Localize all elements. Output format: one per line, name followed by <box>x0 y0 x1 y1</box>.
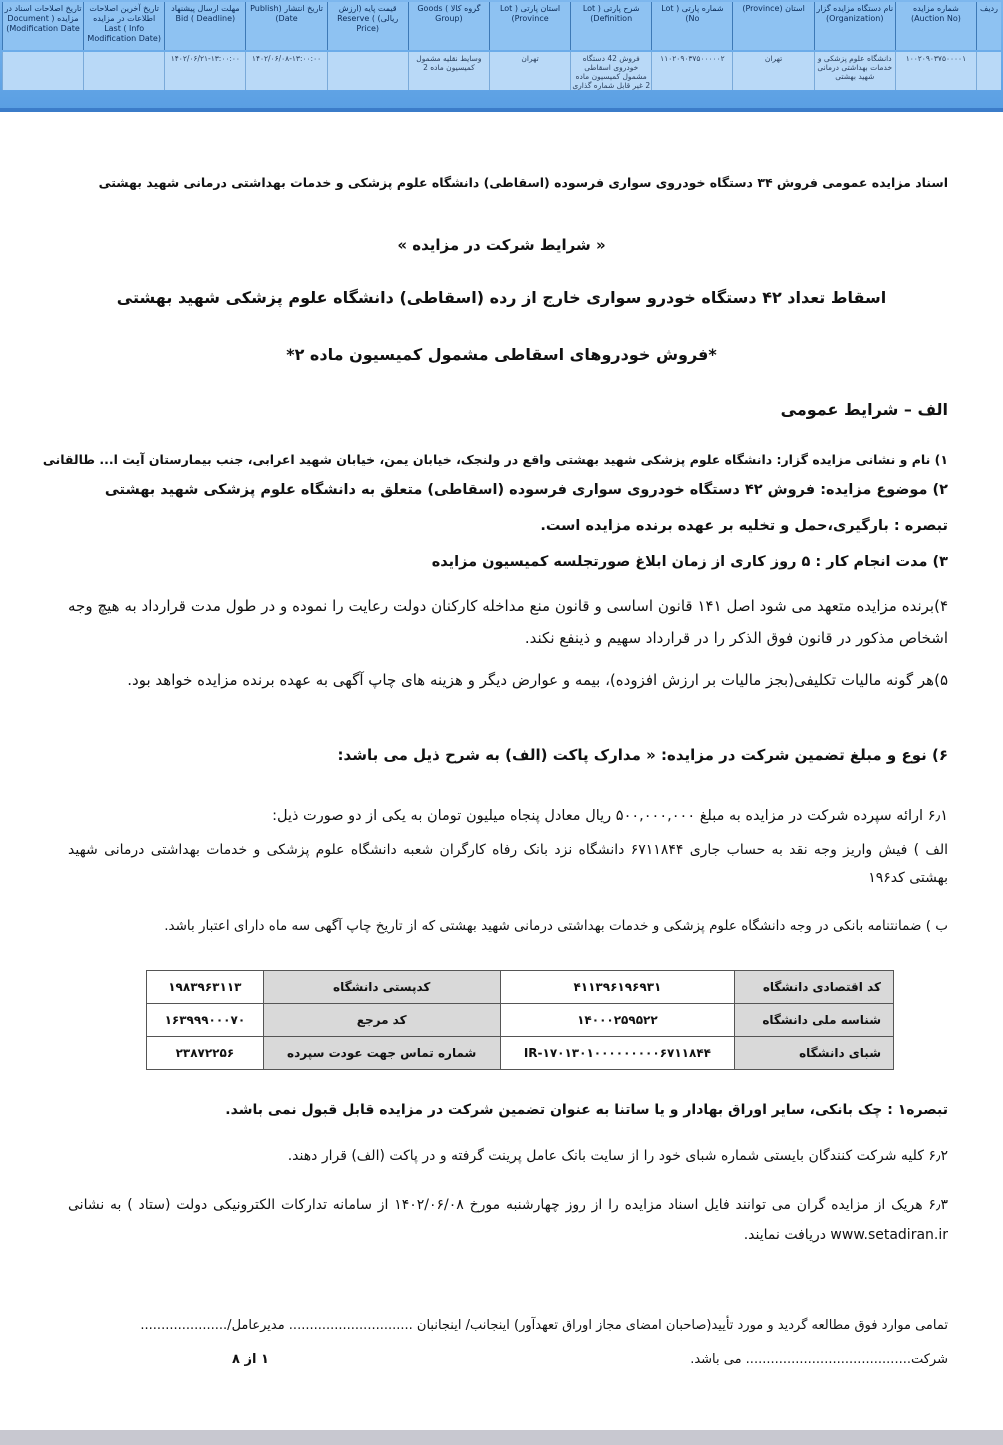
strip-header-cell: تاریخ آخرین اصلاحات اطلاعات در مزایده Last ( Info Modification Date) <box>83 2 164 50</box>
strip-header-cell: مهلت ارسال پیشنهاد Bid ( Deadline) <box>164 2 245 50</box>
table-label: شماره تماس جهت عودت سپرده <box>263 1037 500 1070</box>
bottom-bar <box>0 1430 1003 1445</box>
strip-cell <box>2 52 83 90</box>
table-row <box>147 1037 894 1070</box>
clause-6-1: ۶٫۱ ارائه سپرده شرکت در مزایده به مبلغ ۵۰۰,۰۰۰,۰۰۰ ریال معادل پنجاه میلیون تومان به یکی از دو صورت ذیل: <box>272 808 948 824</box>
table-value: ۱۶۳۹۹۹۰۰۰۷۰ <box>147 1004 264 1037</box>
table-label: کد اقتصادی دانشگاه <box>735 971 894 1004</box>
strip-cell <box>83 52 164 90</box>
clause-6-2: ۶٫۲ کلیه شرکت کنندگان بایستی شماره شبای خود را از سایت بانک عامل پرینت گرفته و در پاکت (الف) قرار دهند. <box>287 1148 948 1164</box>
clause-4: ۴)برنده مزایده متعهد می شود اصل ۱۴۱ قانون اساسی و قانون منع مداخله کارکنان دولت رعایت را نموده و در طول مدت قرارداد به هیچ وجه اشخاص مذکور در قانون فوق الذکر را در قرارداد سهیم و ذینفع نکند. <box>68 597 948 647</box>
university-info-table <box>146 970 894 1070</box>
strip-cell: دانشگاه علوم پزشکی و خدمات بهداشتی درمانی شهید بهشتی <box>814 52 895 90</box>
note-1: تبصره۱ : چک بانکی، سایر اوراق بهادار و یا ساتنا به عنوان تضمین شرکت در مزایده قابل قبول نمی باشد. <box>225 1102 948 1118</box>
strip-cell: ۱۴۰۲/۰۶/۲۱-۱۳:۰۰:۰۰ <box>164 52 245 90</box>
strip-header-cell: تاریخ انتشار (Publish Date) <box>245 2 326 50</box>
table-value: IR-۱۷۰۱۳۰۱۰۰۰۰۰۰۰۰۰۶۷۱۱۸۴۴ <box>500 1037 735 1070</box>
table-label: کدپستی دانشگاه <box>263 971 500 1004</box>
strip-cell: تهران <box>732 52 813 90</box>
clause-6-1-a: الف ) فیش واریز وجه نقد به حساب جاری ۶۷۱۱۸۴۴ دانشگاه نزد بانک رفاه کارگران شعبه دانشگاه علوم پزشکی و خدمات بهداشتی درمانی شهید بهشتی کد۱۹۶ <box>68 842 949 886</box>
table-value: ۱۴۰۰۰۲۵۹۵۲۲ <box>500 1004 735 1037</box>
page-number: ۱ از ۸ <box>232 1352 269 1367</box>
strip-header-cell: قیمت پایه (ارزش ریالی) Reserve ( Price) <box>327 2 408 50</box>
table-row <box>147 1004 894 1037</box>
table-label: کد مرجع <box>263 1004 500 1037</box>
clause-3: ۳) مدت انجام کار : ۵ روز کاری از زمان ابلاغ صورتجلسه کمیسیون مزایده <box>431 554 948 570</box>
strip-header-cell: ردیف <box>976 2 1001 50</box>
table-label: شبای دانشگاه <box>735 1037 894 1070</box>
auction-info-strip <box>0 0 1003 112</box>
footer-company-line: شرکت........................................ می باشد. <box>690 1352 948 1367</box>
strip-cell: فروش 42 دستگاه خودروی اسقاطی مشمول کمیسیون ماده 2 غیر قابل شماره گذاری <box>570 52 651 90</box>
strip-header-row <box>2 2 1001 50</box>
heading-conditions: « شرایط شرکت در مزایده » <box>397 236 606 254</box>
strip-header-cell: استان پارتی ( Lot Province) <box>489 2 570 50</box>
strip-header-cell: شماره پارتی ( Lot No) <box>651 2 732 50</box>
strip-cell: ۱۴۰۲/۰۶/۰۸-۱۳:۰۰:۰۰ <box>245 52 326 90</box>
heading-subject: اسقاط تعداد ۴۲ دستگاه خودرو سواری خارج از رده (اسقاطی) دانشگاه علوم پزشکی شهید بهشتی <box>116 288 887 307</box>
strip-header-cell: تاریخ اصلاحات اسناد در مزایده ( Document Modification Date) <box>2 2 83 50</box>
table-value: ۴۱۱۳۹۶۱۹۶۹۳۱ <box>500 971 735 1004</box>
strip-cell: ۱۱۰۲۰۹۰۳۷۵۰۰۰۰۰۲ <box>651 52 732 90</box>
footer-signature-line: تمامی موارد فوق مطالعه گردید و مورد تأیید(صاحبان امضای مجاز اوراق تعهدآور) اینجانب/ اینجانبان .............................. مدیرعامل/..................... <box>140 1318 948 1333</box>
clause-6-1-b: ب ) ضمانتنامه بانکی در وجه دانشگاه علوم پزشکی و خدمات بهداشتی درمانی شهید بهشتی که از تاریخ چاپ آگهی سه ماه دارای اعتبار باشد. <box>164 918 948 934</box>
strip-header-cell: استان (Province) <box>732 2 813 50</box>
strip-cell: ۱۰۰۲۰۹۰۳۷۵۰۰۰۰۱ <box>895 52 976 90</box>
strip-cell <box>327 52 408 90</box>
strip-cell: وسایط نقلیه مشمول کمیسیون ماده 2 <box>408 52 489 90</box>
strip-header-cell: نام دستگاه مزایده گزار (Organization) <box>814 2 895 50</box>
table-value: ۲۳۸۷۲۲۵۶ <box>147 1037 264 1070</box>
clause-1: ۱) نام و نشانی مزایده گزار: دانشگاه علوم پزشکی شهید بهشتی واقع در ولنجک، خیابان یمن، خیابان شهید اعرابی، جنب بیمارستان آیت ا... طالقانی <box>42 452 948 467</box>
strip-header-cell: شماره مزایده (Auction No) <box>895 2 976 50</box>
strip-cell <box>976 52 1001 90</box>
clause-6-3: ۶٫۳ هریک از مزایده گران می توانند فایل اسناد مزایده را از روز چهارشنبه مورخ ۱۴۰۲/۰۶/۰۸ از سامانه تدارکات الکترونیکی دولت (ستاد ) به نشانی www.setadiran.ir دریافت نمایند. <box>68 1197 948 1243</box>
table-value: ۱۹۸۳۹۶۳۱۱۳ <box>147 971 264 1004</box>
strip-header-cell: گروه کالا Goods ( Group) <box>408 2 489 50</box>
strip-header-cell: شرح پارتی ( Lot Definition) <box>570 2 651 50</box>
clause-2-note: تبصره : بارگیری،حمل و تخلیه بر عهده برنده مزایده است. <box>540 518 948 534</box>
strip-data-row[interactable] <box>2 52 1001 90</box>
table-row <box>147 971 894 1004</box>
table-label: شناسه ملی دانشگاه <box>735 1004 894 1037</box>
section-general-conditions: الف – شرایط عمومی <box>780 400 948 419</box>
clause-6: ۶) نوع و مبلغ تضمین شرکت در مزایده: « مدارک پاکت (الف) به شرح ذیل می باشد: <box>337 746 948 764</box>
clause-5: ۵)هر گونه مالیات تکلیفی(بجز مالیات بر ارزش افزوده)، بیمه و عوارض دیگر و هزینه های چاپ آگهی به عهده برنده مزایده خواهد بود. <box>127 671 948 689</box>
document-title: اسناد مزایده عمومی فروش ۳۴ دستگاه خودروی سواری فرسوده (اسقاطی) دانشگاه علوم پزشکی و خدمات بهداشتی درمانی شهید بهشتی <box>98 175 948 190</box>
clause-2: ۲) موضوع مزایده: فروش ۴۲ دستگاه خودروی سواری فرسوده (اسقاطی) متعلق به دانشگاه علوم پزشکی شهید بهشتی <box>104 482 948 498</box>
strip-cell: تهران <box>489 52 570 90</box>
heading-commission: *فروش خودروهای اسقاطی مشمول کمیسیون ماده ۲* <box>286 345 717 364</box>
